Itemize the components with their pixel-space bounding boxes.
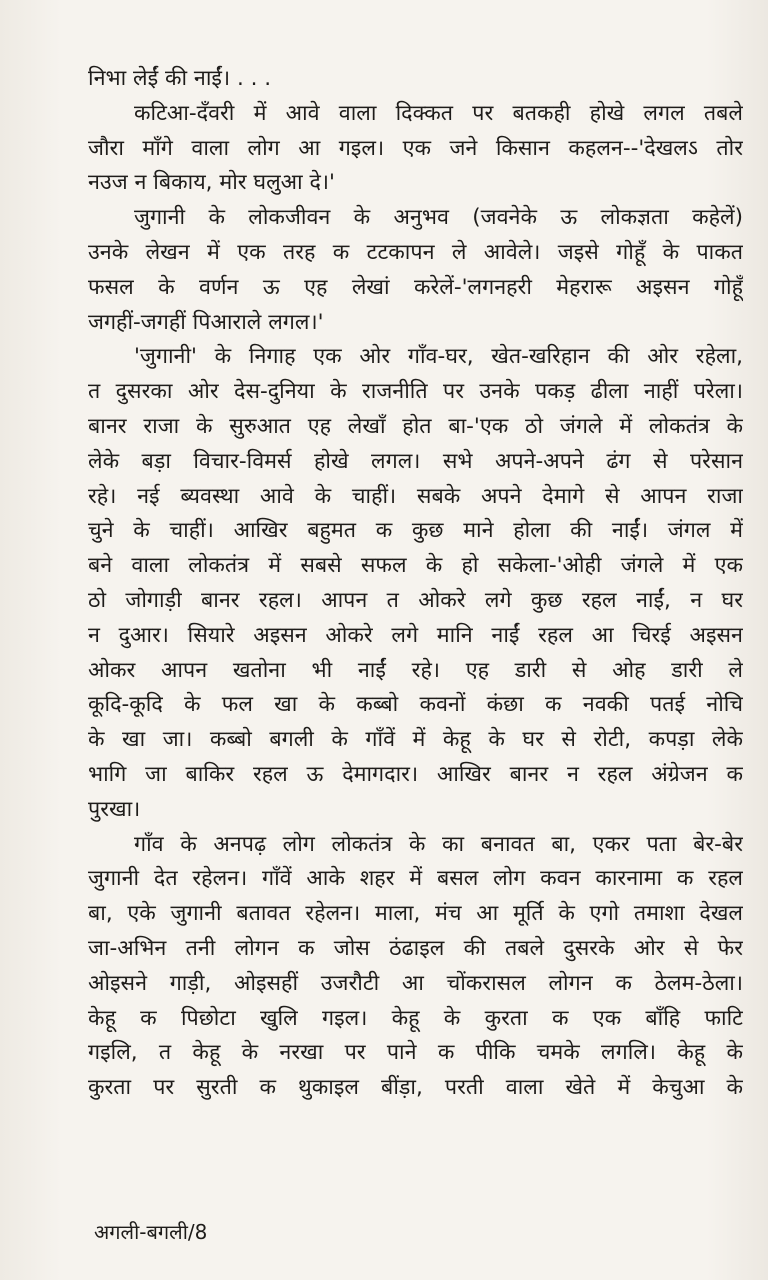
text-line: लेके बड़ा विचार-विमर्स होखे लगल। सभे अपने-अपने ढंग से परेसान xyxy=(88,448,743,474)
text-line: 'जुगानी' के निगाह एक ओर गाँव-घर, खेत-खरिहान की ओर रहेला, xyxy=(134,344,743,370)
text-line: ठो जोगाड़ी बानर रहल। आपन त ओकरे लगे कुछ रहल नाईं, न घर xyxy=(88,587,743,613)
text-line: ओइसने गाड़ी, ओइसहीं उजरौटी आ चोंकरासल लोगन क ठेलम-ठेला। xyxy=(88,970,743,996)
text-line: बने वाला लोकतंत्र में सबसे सफल के हो सकेला-'ओही जंगले में एक xyxy=(88,553,743,579)
text-line: चुने के चाहीं। आखिर बहुमत क कुछ माने होला की नाईं। जंगल में xyxy=(88,518,743,544)
text-line: जगहीं-जगहीं पिआराले लगल।' xyxy=(88,309,324,335)
text-line: गइलि, त केहू के नरखा पर पाने क पीकि चमके लगलि। केहू के xyxy=(88,1040,743,1066)
text-line: नउज न बिकाय, मोर घलुआ दे।' xyxy=(88,170,335,196)
text-line: जौरा माँगे वाला लोग आ गइल। एक जने किसान कहलन--'देखलऽ तोर xyxy=(88,135,743,161)
text-line: जा-अभिन तनी लोगन क जोस ठंढाइल की तबले दुसरके ओर से फेर xyxy=(88,935,743,961)
text-line: बानर राजा के सुरुआत एह लेखाँ होत बा-'एक ठो जंगले में लोकतंत्र के xyxy=(88,413,743,439)
text-line: जुगानी के लोकजीवन के अनुभव (जवनेके ऊ लोकज्ञता कहेलें) xyxy=(134,205,743,231)
text-line: कटिआ-दँवरी में आवे वाला दिक्कत पर बतकही होखे लगल तबले xyxy=(134,100,743,126)
text-line: त दुसरका ओर देस-दुनिया के राजनीति पर उनके पकड़ ढीला नाहीं परेला। xyxy=(88,379,743,405)
text-line: उनके लेखन में एक तरह क टटकापन ले आवेले। जइसे गोहूँ के पाकत xyxy=(88,239,743,265)
text-line: गाँव के अनपढ़ लोग लोकतंत्र के का बनावत बा, एकर पता बेर-बेर xyxy=(134,831,743,857)
text-line: ओकर आपन खतोना भी नाईं रहे। एह डारी से ओह डारी ले xyxy=(88,657,743,683)
page-footer: अगली-बगली/8 xyxy=(94,1220,208,1244)
text-line: निभा लेईं की नाईं। . . . xyxy=(88,66,272,91)
text-line: रहे। नई ब्यवस्था आवे के चाहीं। सबके अपने देमागे से आपन राजा xyxy=(88,483,743,509)
text-line: न दुआर। सियारे अइसन ओकरे लगे मानि नाईं रहल आ चिरई अइसन xyxy=(88,622,743,648)
text-line: जुगानी देत रहेलन। गाँवें आके शहर में बसल लोग कवन कारनामा क रहल xyxy=(88,866,743,892)
text-line: भागि जा बाकिर रहल ऊ देमागदार। आखिर बानर न रहल अंग्रेजन क xyxy=(88,761,743,787)
text-line: कुरता पर सुरती क थुकाइल बींड़ा, परती वाला खेते में केचुआ के xyxy=(88,1075,743,1101)
text-line: फसल के वर्णन ऊ एह लेखां करेलें-'लगनहरी मेहरारू अइसन गोहूँ xyxy=(88,274,743,300)
text-line: कूदि-कूदि के फल खा के कब्बो कवनों कंछा क नवकी पतई नोचि xyxy=(88,692,743,718)
page-body-text xyxy=(88,62,743,1106)
text-line: केहू क पिछोटा खुलि गइल। केहू के कुरता क एक बाँहि फाटि xyxy=(88,1005,743,1031)
text-line: के खा जा। कब्बो बगली के गाँवें में केहू के घर से रोटी, कपड़ा लेके xyxy=(88,727,743,753)
text-line: पुरखा। xyxy=(88,796,141,822)
text-line: बा, एके जुगानी बतावत रहेलन। माला, मंच आ मूर्ति के एगो तमाशा देखल xyxy=(88,901,743,927)
